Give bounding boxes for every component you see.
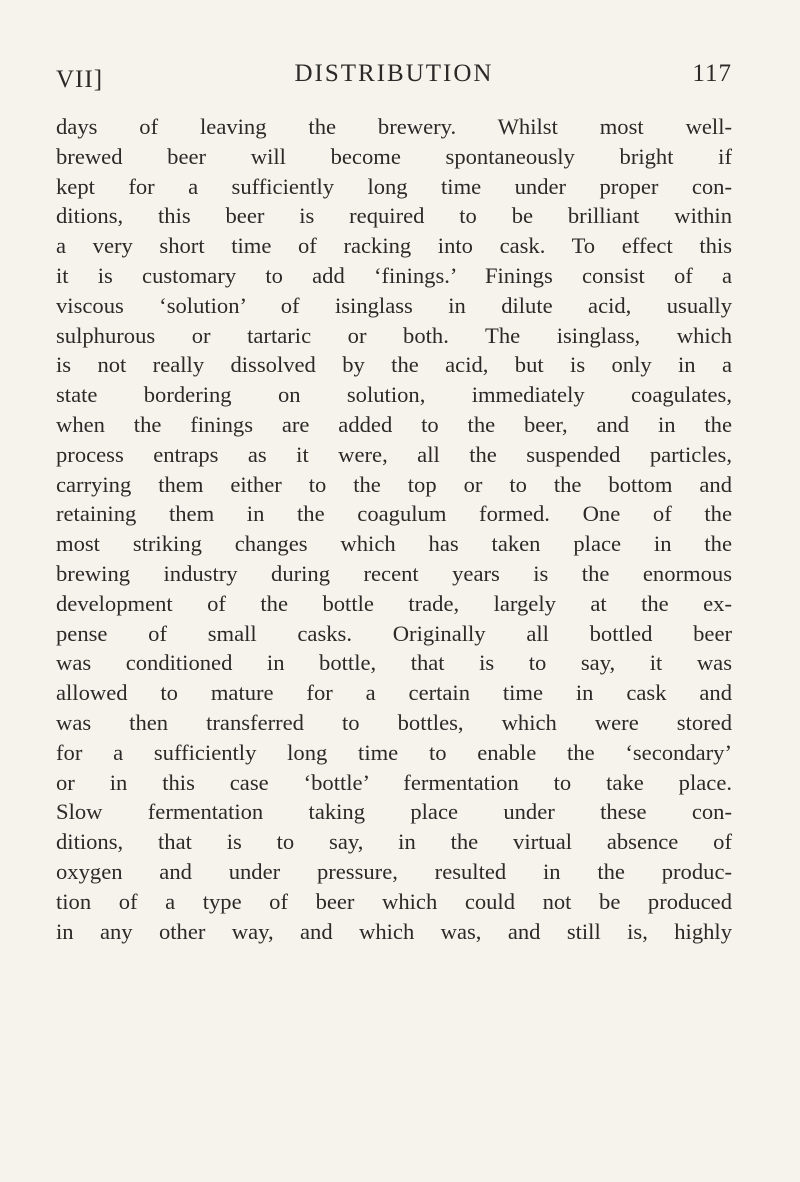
text-line: viscous ‘solution’ of isinglass in dilute acid, usually xyxy=(56,292,732,318)
text-line: Slow fermentation taking place under these con- xyxy=(56,799,732,825)
text-line: is not really dissolved by the acid, but is only in a xyxy=(56,352,732,378)
page-number: 117 xyxy=(692,60,732,87)
text-line: in any other way, and which was, and still is, highly xyxy=(56,918,732,944)
text-line: it is customary to add ‘finings.’ Finings consist of a xyxy=(56,262,732,288)
text-line: or in this case ‘bottle’ fermentation to take place. xyxy=(56,769,732,795)
text-line: development of the bottle trade, largely at the ex- xyxy=(56,590,732,616)
running-title: DISTRIBUTION xyxy=(294,60,494,87)
text-line: for a sufficiently long time to enable the ‘secondary’ xyxy=(56,739,732,765)
text-line: days of leaving the brewery. Whilst most well- xyxy=(56,114,732,139)
body-text xyxy=(56,112,732,946)
chapter-number: VII] xyxy=(56,66,104,93)
text-line: process entraps as it were, all the suspended particles, xyxy=(56,441,732,467)
text-line: brewing industry during recent years is the enormous xyxy=(56,560,732,586)
text-line: kept for a sufficiently long time under proper con- xyxy=(56,173,732,199)
running-head xyxy=(56,60,732,96)
text-line: allowed to mature for a certain time in cask and xyxy=(56,680,732,706)
text-line: sulphurous or tartaric or both. The isinglass, which xyxy=(56,322,732,348)
text-line: was conditioned in bottle, that is to say, it was xyxy=(56,650,732,676)
text-line: oxygen and under pressure, resulted in the produc- xyxy=(56,858,732,884)
text-line: was then transferred to bottles, which were stored xyxy=(56,709,732,735)
text-line: tion of a type of beer which could not be produced xyxy=(56,888,732,914)
text-line: brewed beer will become spontaneously bright if xyxy=(56,143,732,169)
text-line: when the finings are added to the beer, and in the xyxy=(56,411,732,437)
text-line: carrying them either to the top or to the bottom and xyxy=(56,471,732,497)
text-line: a very short time of racking into cask. To effect this xyxy=(56,233,732,259)
text-line: retaining them in the coagulum formed. One of the xyxy=(56,501,732,527)
text-line: most striking changes which has taken place in the xyxy=(56,531,732,557)
text-line: ditions, that is to say, in the virtual absence of xyxy=(56,829,732,855)
text-line: state bordering on solution, immediately coagulates, xyxy=(56,382,732,408)
text-line: pense of small casks. Originally all bottled beer xyxy=(56,620,732,646)
text-line: ditions, this beer is required to be brilliant within xyxy=(56,203,732,229)
